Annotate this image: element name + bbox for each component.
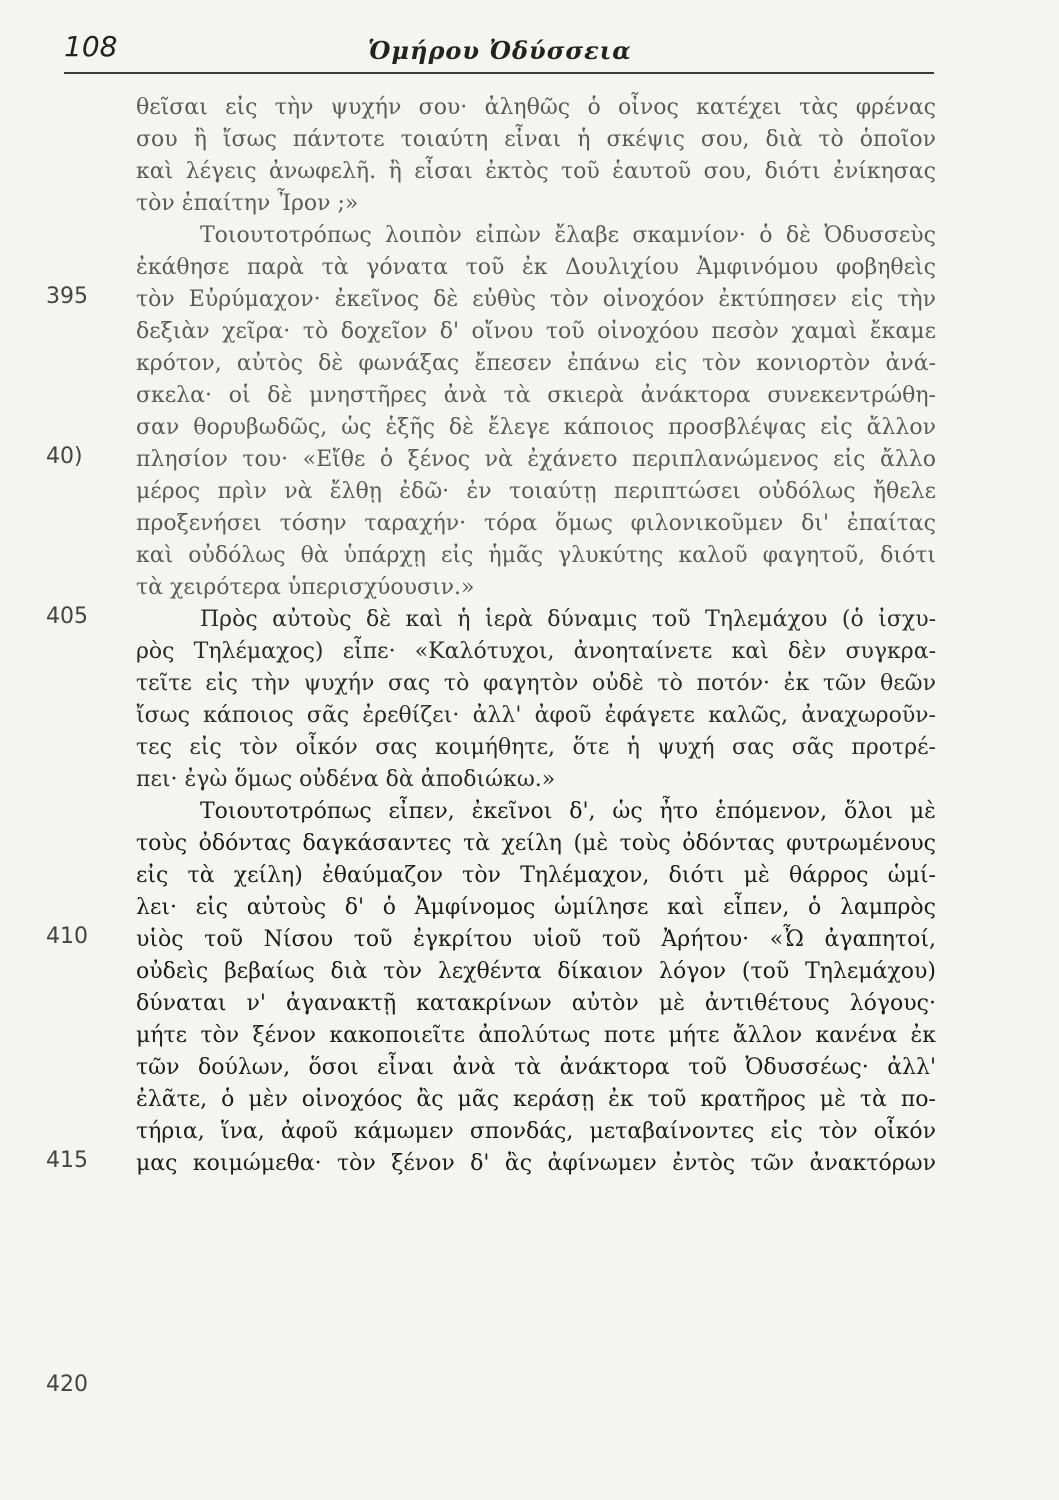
text-line: μέρος πρὶν νὰ ἔλθῃ ἐδῶ· ἐν τοιαύτῃ περιπτώσει οὐδόλως ἤθελε <box>136 479 936 504</box>
text-line: τες εἰς τὸν οἶκόν σας κοιμήθητε, ὅτε ἡ ψυχή σας σᾶς προτρέ- <box>136 735 936 760</box>
text-line: Πρὸς αὐτοὺς δὲ καὶ ἡ ἱερὰ δύναμις τοῦ Τηλεμάχου (ὁ ἰσχυ- <box>200 607 936 632</box>
text-line: τὸν Εὐρύμαχον· ἐκεῖνος δὲ εὐθὺς τὸν οἰνοχόον ἐκτύπησεν εἰς τὴν <box>136 287 936 312</box>
text-line: δεξιὰν χεῖρα· τὸ δοχεῖον δ' οἴνου τοῦ οἰνοχόου πεσὸν χαμαὶ ἔκαμε <box>136 319 936 344</box>
text-line: Τοιουτοτρόπως εἶπεν, ἐκεῖνοι δ', ὡς ἦτο ἑπόμενον, ὅλοι μὲ <box>200 799 936 824</box>
text-line: εἰς τὰ χείλη) ἐθαύμαζον τὸν Τηλέμαχον, διότι μὲ θάρρος ὡμί- <box>136 863 936 888</box>
text-line: Τοιουτοτρόπως λοιπὸν εἰπὼν ἔλαβε σκαμνίον· ὁ δὲ Ὀδυσσεὺς <box>200 223 936 248</box>
text-line: ρὸς Τηλέμαχος) εἶπε· «Καλότυχοι, ἀνοηταίνετε καὶ δὲν συγκρα- <box>136 639 936 664</box>
text-line: μήτε τὸν ξένον κακοποιεῖτε ἀπολύτως ποτε μήτε ἄλλον κανένα ἐκ <box>136 1023 936 1048</box>
text-line: τοὺς ὀδόντας δαγκάσαντες τὰ χείλη (μὲ τοὺς ὀδόντας φυτρωμένους <box>136 831 936 856</box>
text-line: τήρια, ἵνα, ἀφοῦ κάμωμεν σπονδάς, μεταβαίνοντες εἰς τὸν οἶκόν <box>136 1119 936 1144</box>
text-line: υἱὸς τοῦ Νίσου τοῦ ἐγκρίτου υἱοῦ τοῦ Ἀρήτου· «Ὦ ἀγαπητοί, <box>136 927 936 952</box>
text-line: τὰ χειρότερα ὑπερισχύουσιν.» <box>136 575 475 600</box>
line-number: 410 <box>46 924 88 949</box>
text-line: ἴσως κάποιος σᾶς ἐρεθίζει· ἀλλ' ἀφοῦ ἐφάγετε καλῶς, ἀναχωροῦν- <box>136 703 936 728</box>
text-line: τὸν ἐπαίτην Ἶρον ;» <box>136 191 359 216</box>
line-number: 405 <box>46 604 88 629</box>
text-line: τῶν δούλων, ὅσοι εἶναι ἀνὰ τὰ ἀνάκτορα τοῦ Ὀδυσσέως· ἀλλ' <box>136 1055 936 1080</box>
line-number: 395 <box>46 284 88 309</box>
page-header <box>64 22 934 74</box>
text-line: δύναται ν' ἀγανακτῇ κατακρίνων αὐτὸν μὲ ἀντιθέτους λόγους· <box>136 991 936 1016</box>
text-line: καὶ οὐδόλως θὰ ὑπάρχῃ εἰς ἡμᾶς γλυκύτης καλοῦ φαγητοῦ, διότι <box>136 543 936 568</box>
line-number: 40) <box>46 444 83 469</box>
text-line: ἐκάθησε παρὰ τὰ γόνατα τοῦ ἐκ Δουλιχίου Ἀμφινόμου φοβηθεὶς <box>136 255 936 280</box>
text-line: προξενήσει τόσην ταραχήν· τόρα ὅμως φιλονικοῦμεν δι' ἐπαίτας <box>136 511 936 536</box>
text-line: θεῖσαι εἰς τὴν ψυχήν σου· ἀληθῶς ὁ οἶνος κατέχει τὰς φρένας <box>136 95 936 120</box>
text-line: ἐλᾶτε, ὁ μὲν οἰνοχόος ἂς μᾶς κεράσῃ ἐκ τοῦ κρατῆρος μὲ τὰ πο- <box>136 1087 936 1112</box>
text-line: μας κοιμώμεθα· τὸν ξένον δ' ἂς ἀφίνωμεν ἐντὸς τῶν ἀνακτόρων <box>136 1151 936 1176</box>
page-number: 108 <box>64 30 118 63</box>
header-rule <box>64 72 934 74</box>
text-line: πλησίον του· «Εἴθε ὁ ξένος νὰ ἐχάνετο περιπλανώμενος εἰς ἄλλο <box>136 447 936 472</box>
text-line: λει· εἰς αὐτοὺς δ' ὁ Ἀμφίνομος ὡμίλησε καὶ εἶπεν, ὁ λαμπρὸς <box>136 895 936 920</box>
line-number: 415 <box>46 1148 88 1173</box>
text-line: σκελα· οἱ δὲ μνηστῆρες ἀνὰ τὰ σκιερὰ ἀνάκτορα συνεκεντρώθη- <box>136 383 936 408</box>
text-line: σαν θορυβωδῶς, ὡς ἑξῆς δὲ ἔλεγε κάποιος προσβλέψας εἰς ἄλλον <box>136 415 936 440</box>
text-line: πει· ἐγὼ ὅμως οὐδένα δὰ ἀποδιώκω.» <box>136 767 556 792</box>
text-line: οὐδεὶς βεβαίως διὰ τὸν λεχθέντα δίκαιον λόγον (τοῦ Τηλεμάχου) <box>136 959 936 984</box>
text-line: σου ἢ ἴσως πάντοτε τοιαύτη εἶναι ἡ σκέψις σου, διὰ τὸ ὁποῖον <box>136 127 936 152</box>
running-title: Ὁμήρου Ὀδύσσεια <box>368 36 632 65</box>
body-text <box>136 92 936 1180</box>
line-number: 420 <box>46 1372 88 1397</box>
text-line: κρότον, αὐτὸς δὲ φωνάξας ἔπεσεν ἐπάνω εἰς τὸν κονιορτὸν ἀνά- <box>136 351 936 376</box>
text-line: τεῖτε εἰς τὴν ψυχήν σας τὸ φαγητὸν οὐδὲ τὸ ποτόν· ἐκ τῶν θεῶν <box>136 671 936 696</box>
text-line: καὶ λέγεις ἀνωφελῆ. ἢ εἶσαι ἐκτὸς τοῦ ἑαυτοῦ σου, διότι ἐνίκησας <box>136 159 936 184</box>
